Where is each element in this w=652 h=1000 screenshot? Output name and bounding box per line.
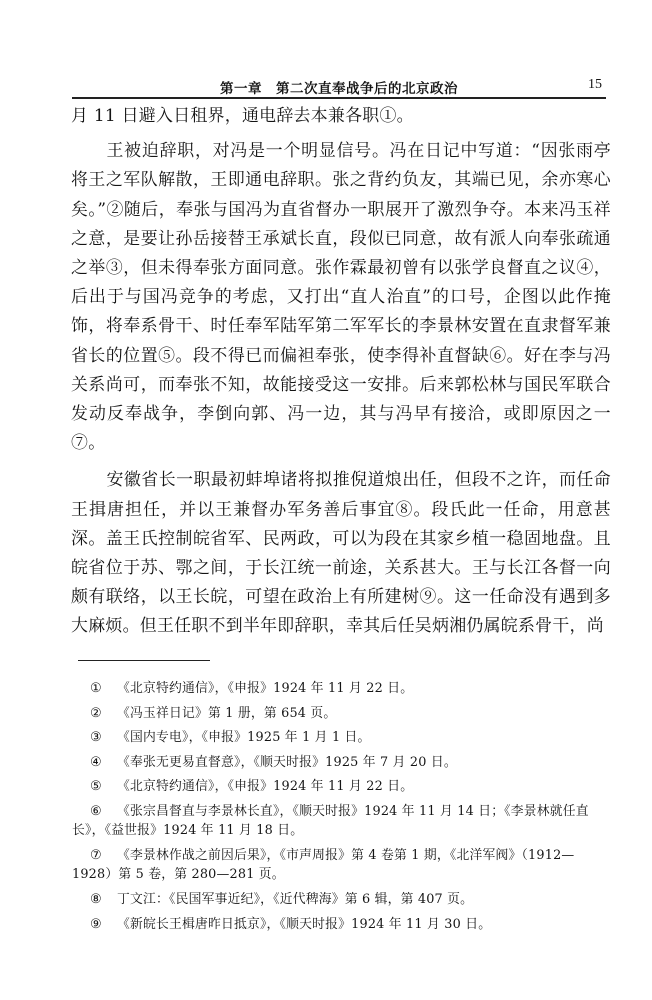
footnote-text: 《李景林作战之前因后果》，《市声周报》第 4 卷第 1 期，《北洋军阀》（1912—1928）第 5 卷，第 280—281 页。	[72, 847, 575, 883]
footnote-marker: ①	[90, 681, 102, 696]
footnote	[90, 704, 610, 723]
paragraph: 王被迫辞职，对冯是一个明显信号。冯在日记中写道：“因张雨亭将王之军队解散，王即通电辞职。张之背约负友，其端已见，余亦寒心矣。”②随后，奉张与国冯为直省督办一职展开了激烈争夺。本来冯玉祥之意，是要让孙岳接替王承斌长直，段似已同意，故有派人向奉张疏通之举③，但未得奉张方面同意。张作霖最初曾有以张学良督直之议④，后出于与国冯竞争的考虑，又打出“直人治直”的口号，企图以此作掩饰，将奉系骨干、时任奉军陆军第二军军长的李景林安置在直隶督军兼省长的位置⑤。段不得已而偏袒奉张，使李得补直督缺⑥。好在李与冯关系尚可，而奉张不知，故能接受这一安排。后来郭松林与国民军联合发动反奉战争，李倒向郭、冯一边，其与冯早有接洽，或即原因之一⑦。	[71, 140, 611, 453]
footnote	[90, 890, 610, 909]
footnote-text: 《北京特约通信》，《申报》1924 年 11 月 22 日。	[117, 779, 414, 795]
footnote	[90, 915, 610, 934]
chapter-title: 第一章 第二次直奉战争后的北京政治	[220, 81, 458, 97]
footnote-marker: ⑦	[90, 847, 102, 863]
footnote-marker: ④	[90, 754, 102, 770]
footnote-marker: ⑤	[90, 779, 102, 795]
footnote-text: 《张宗昌督直与李景林长直》，《顺天时报》1924 年 11 月 14 日；《李景林就任直长》，《益世报》1924 年 11 月 18 日。	[72, 803, 589, 839]
paragraph: 安徽省长一职最初蚌埠诸将拟推倪道烺出任，但段不之许，而任命王揖唐担任，并以王兼督办军务善后事宜⑧。段氏此一任命，用意甚深。盖王氏控制皖省军、民两政，可以为段在其家乡植一稳固地盘。且皖省位于苏、鄂之间，于长江统一前途，关系甚大。王与长江各督一向颇有联络，以王长皖，可望在政治上有所建树⑨。这一任命没有遇到多大麻烦。但王任职不到半年即辞职，幸其后任吴炳湘仍属皖系骨干，尚	[71, 469, 611, 636]
running-head	[72, 77, 606, 99]
footnote-text: 丁文江：《民国军事近纪》，《近代稗海》第 6 辑，第 407 页。	[117, 891, 474, 907]
footnote-divider	[78, 660, 210, 661]
footnote	[72, 802, 610, 841]
footnote	[90, 777, 610, 796]
footnote	[90, 679, 610, 698]
footnote-text: 《新皖长王楫唐昨日抵京》，《顺天时报》1924 年 11 月 30 日。	[117, 916, 492, 932]
footnote-text: 《北京特约通信》，《申报》1924 年 11 月 22 日。	[117, 681, 414, 696]
body-text	[71, 101, 611, 641]
footnote-text: 《国内专电》，《申报》1925 年 1 月 1 日。	[117, 730, 371, 746]
footnote	[90, 728, 610, 747]
footnote-text: 《冯玉祥日记》第 1 册，第 654 页。	[117, 705, 337, 721]
footnote-marker: ⑨	[90, 916, 102, 932]
page-number: 15	[588, 77, 602, 92]
footnote-marker: ⑥	[90, 803, 102, 819]
footnote-marker: ③	[90, 730, 102, 746]
footnote-marker: ⑧	[90, 891, 102, 907]
footnote	[72, 846, 610, 885]
footnote-marker: ②	[90, 705, 102, 721]
footnote-text: 《奉张无更易直督意》，《顺天时报》1925 年 7 月 20 日。	[117, 754, 457, 770]
footnotes	[72, 679, 610, 939]
paragraph: 月 11 日避入日租界，通电辞去本兼各职①。	[71, 105, 414, 125]
footnote	[90, 753, 610, 772]
